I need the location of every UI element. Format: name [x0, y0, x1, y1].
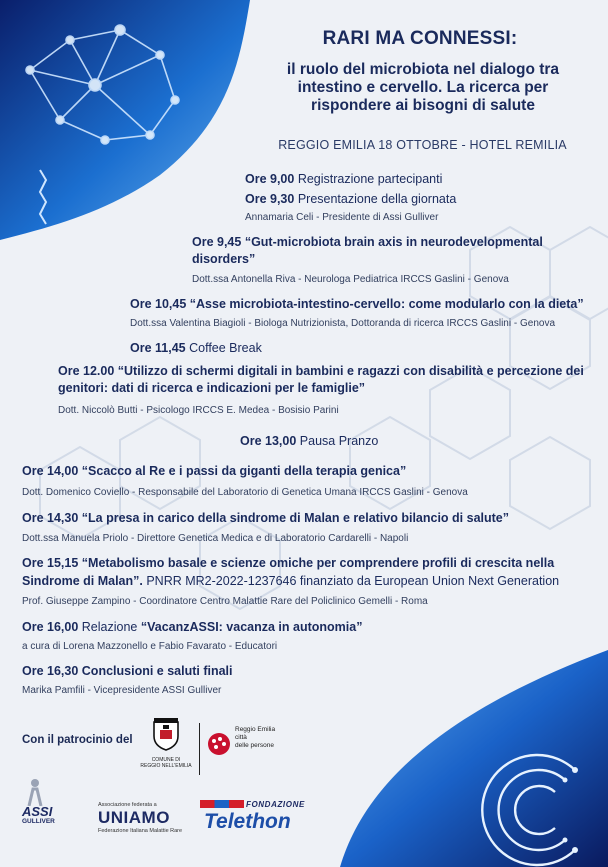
- speaker: Marika Pamfili - Vicepresidente ASSI Gulliver: [22, 685, 222, 696]
- heart-dots-icon: [205, 730, 233, 758]
- session-registrazione: Ore 9,00 Registrazione partecipanti: [245, 172, 443, 186]
- uniamo-logo: [98, 802, 208, 834]
- subtitle-line: intestino e cervello. La ricerca per: [297, 79, 549, 96]
- speaker: Dott.ssa Manuela Priolo - Direttore Genetica Medica e di Laboratorio Cardarelli - Napoli: [22, 533, 409, 544]
- person-icon: [24, 778, 46, 806]
- subtitle-line: rispondere ai bisogni di salute: [311, 97, 535, 114]
- session-schermi-digitali: Ore 12.00 “Utilizzo di schermi digitali in bambini e ragazzi con disabilità e percezione dei: [58, 364, 584, 378]
- telethon-name: Telethon: [204, 810, 291, 833]
- session-pausa-pranzo: Ore 13,00 Pausa Pranzo: [240, 434, 379, 448]
- speaker: Dott. Niccolò Butti - Psicologo IRCCS E. Medea - Bosisio Parini: [58, 405, 339, 416]
- event-venue-date: REGGIO EMILIA 18 OTTOBRE - HOTEL REMILIA: [278, 138, 567, 152]
- speaker: Dott. Domenico Coviello - Responsabile del Laboratorio di Genetica Umana IRCCS Gaslini - Genova: [22, 487, 468, 498]
- session-metabolismo: Ore 15,15 “Metabolismo basale e scienze omiche per comprendere profili di crescita nella: [22, 556, 555, 570]
- divider: [199, 723, 200, 775]
- session-sindrome-malan: Ore 14,30 “La presa in carico della sindrome di Malan e relativo bilancio di salute”: [22, 511, 509, 525]
- session-asse-microbiota: Ore 10,45 “Asse microbiota-intestino-cervello: come modularlo con la dieta”: [130, 297, 584, 311]
- session-vacanzassi: Ore 16,00 Relazione “VacanzASSI: vacanza in autonomia”: [22, 620, 363, 634]
- uniamo-top: Associazione federata a: [98, 802, 157, 808]
- speaker: Prof. Giuseppe Zampino - Coordinatore Centro Malattie Rare del Policlinico Gemelli - Roma: [22, 596, 428, 607]
- uniamo-name: UNIAMO: [98, 808, 170, 827]
- assi-gulliver-logo: [12, 778, 74, 838]
- city-crest-icon: [151, 716, 181, 752]
- session-title-continued: disorders”: [192, 252, 256, 266]
- session-scacco-al-re: Ore 14,00 “Scacco al Re e i passi da giganti della terapia genica”: [22, 464, 407, 478]
- speaker: Dott.ssa Valentina Biagioli - Biologa Nutrizionista, Dottoranda di ricerca IRCCS Gaslini - Genova: [130, 318, 556, 329]
- event-title: RARI MA CONNESSI:: [322, 28, 518, 49]
- session-title-continued: Sindrome di Malan”. PNRR MR2-2022-1237646 finanziato da European Union Next Generation: [22, 574, 560, 588]
- telethon-bars-icon: [200, 800, 244, 808]
- session-coffee-break: Ore 11,45 Coffee Break: [130, 341, 262, 355]
- comune-reggio-emilia-logo: [140, 716, 192, 769]
- assi-name: ASSI: [22, 804, 53, 819]
- patronage-label: Con il patrocinio del: [22, 734, 133, 746]
- uniamo-sub: Federazione Italiana Malattie Rare: [98, 828, 183, 834]
- assi-sub: GULLIVER: [22, 818, 55, 825]
- session-title-continued: genitori: dati di ricerca e indicazioni per le famiglie”: [58, 381, 366, 395]
- session-conclusioni: Ore 16,30 Conclusioni e saluti finali: [22, 664, 233, 678]
- subtitle-line: il ruolo del microbiota nel dialogo tra: [286, 61, 560, 78]
- session-presentazione: Ore 9,30 Presentazione della giornata: [245, 192, 457, 206]
- speaker: Annamaria Celi - Presidente di Assi Gulliver: [245, 212, 439, 223]
- telethon-top: FONDAZIONE: [246, 800, 305, 809]
- reggio-emilia-citta-logo: [205, 722, 285, 772]
- reggio-emilia-citta-text: Reggio Emilia città delle persone: [235, 726, 276, 749]
- session-gut-microbiota: Ore 9,45 “Gut-microbiota brain axis in neurodevelopmental: [192, 235, 543, 249]
- speaker: a cura di Lorena Mazzonello e Fabio Favarato - Educatori: [22, 641, 278, 652]
- speaker: Dott.ssa Antonella Riva - Neurologa Pediatrica IRCCS Gaslini - Genova: [192, 274, 509, 285]
- event-subtitle: [258, 61, 588, 115]
- comune-caption: COMUNE DI REGGIO NELL'EMILIA: [140, 757, 192, 769]
